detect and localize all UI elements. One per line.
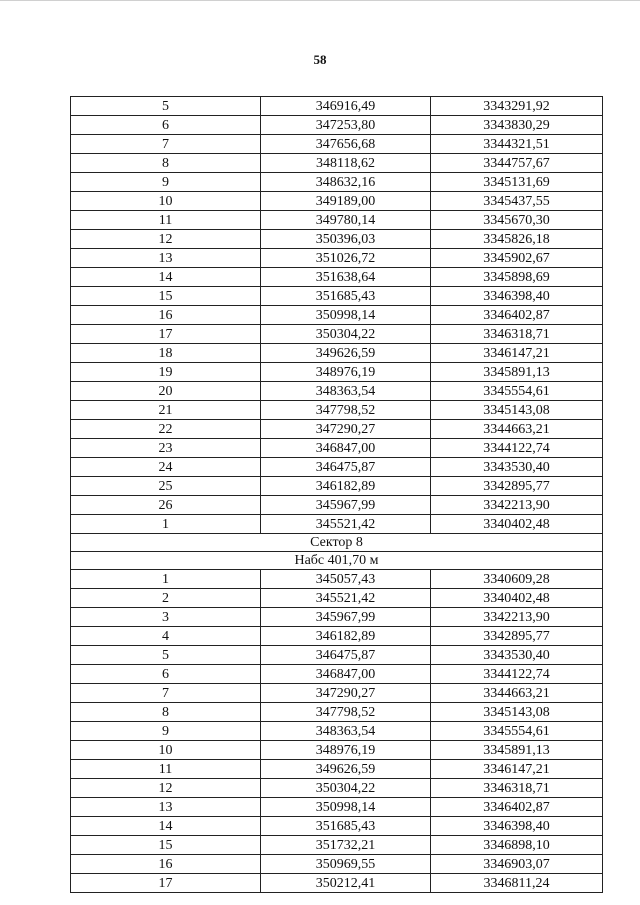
y-coordinate-cell: 3345554,61 (431, 722, 603, 741)
point-number-cell: 19 (71, 363, 261, 382)
table-row (71, 420, 603, 439)
table-row (71, 741, 603, 760)
y-coordinate-cell: 3342213,90 (431, 496, 603, 515)
y-coordinate-cell: 3345143,08 (431, 401, 603, 420)
table-row (71, 515, 603, 534)
table-row (71, 684, 603, 703)
y-coordinate-cell: 3345437,55 (431, 192, 603, 211)
point-number-cell: 23 (71, 439, 261, 458)
x-coordinate-cell: 348632,16 (261, 173, 431, 192)
point-number-cell: 6 (71, 665, 261, 684)
x-coordinate-cell: 347290,27 (261, 420, 431, 439)
x-coordinate-cell: 348976,19 (261, 363, 431, 382)
table-row (71, 703, 603, 722)
y-coordinate-cell: 3344757,67 (431, 154, 603, 173)
y-coordinate-cell: 3343291,92 (431, 97, 603, 116)
point-number-cell: 14 (71, 817, 261, 836)
x-coordinate-cell: 346182,89 (261, 477, 431, 496)
y-coordinate-cell: 3340402,48 (431, 515, 603, 534)
point-number-cell: 1 (71, 570, 261, 589)
x-coordinate-cell: 350998,14 (261, 798, 431, 817)
point-number-cell: 11 (71, 760, 261, 779)
x-coordinate-cell: 350304,22 (261, 325, 431, 344)
point-number-cell: 17 (71, 325, 261, 344)
table-row (71, 173, 603, 192)
table-row (71, 135, 603, 154)
table-row (71, 363, 603, 382)
x-coordinate-cell: 349780,14 (261, 211, 431, 230)
point-number-cell: 9 (71, 722, 261, 741)
table-row (71, 211, 603, 230)
y-coordinate-cell: 3345826,18 (431, 230, 603, 249)
point-number-cell: 5 (71, 646, 261, 665)
point-number-cell: 16 (71, 855, 261, 874)
table-row (71, 249, 603, 268)
point-number-cell: 17 (71, 874, 261, 893)
point-number-cell: 3 (71, 608, 261, 627)
x-coordinate-cell: 347290,27 (261, 684, 431, 703)
point-number-cell: 1 (71, 515, 261, 534)
point-number-cell: 13 (71, 798, 261, 817)
table-row (71, 116, 603, 135)
table-row (71, 817, 603, 836)
x-coordinate-cell: 348363,54 (261, 722, 431, 741)
sector-height: Набс 401,70 м (71, 552, 603, 570)
table-row (71, 608, 603, 627)
table-row (71, 287, 603, 306)
y-coordinate-cell: 3346398,40 (431, 817, 603, 836)
x-coordinate-cell: 350969,55 (261, 855, 431, 874)
x-coordinate-cell: 350998,14 (261, 306, 431, 325)
y-coordinate-cell: 3345554,61 (431, 382, 603, 401)
table-row (71, 570, 603, 589)
point-number-cell: 22 (71, 420, 261, 439)
table-row (71, 306, 603, 325)
table-row (71, 382, 603, 401)
point-number-cell: 16 (71, 306, 261, 325)
point-number-cell: 5 (71, 97, 261, 116)
x-coordinate-cell: 351685,43 (261, 817, 431, 836)
sector-title: Сектор 8 (71, 534, 603, 552)
table-top-body (71, 97, 603, 534)
table-row (71, 779, 603, 798)
x-coordinate-cell: 348976,19 (261, 741, 431, 760)
x-coordinate-cell: 346475,87 (261, 646, 431, 665)
y-coordinate-cell: 3346147,21 (431, 344, 603, 363)
y-coordinate-cell: 3344663,21 (431, 684, 603, 703)
y-coordinate-cell: 3344122,74 (431, 439, 603, 458)
point-number-cell: 25 (71, 477, 261, 496)
y-coordinate-cell: 3344122,74 (431, 665, 603, 684)
point-number-cell: 10 (71, 192, 261, 211)
x-coordinate-cell: 346475,87 (261, 458, 431, 477)
y-coordinate-cell: 3346402,87 (431, 798, 603, 817)
point-number-cell: 13 (71, 249, 261, 268)
x-coordinate-cell: 349189,00 (261, 192, 431, 211)
point-number-cell: 10 (71, 741, 261, 760)
y-coordinate-cell: 3346147,21 (431, 760, 603, 779)
table-row (71, 496, 603, 515)
point-number-cell: 6 (71, 116, 261, 135)
table-row (71, 760, 603, 779)
y-coordinate-cell: 3343530,40 (431, 458, 603, 477)
point-number-cell: 14 (71, 268, 261, 287)
x-coordinate-cell: 345521,42 (261, 589, 431, 608)
sector-header (71, 534, 603, 570)
table-row (71, 325, 603, 344)
y-coordinate-cell: 3340402,48 (431, 589, 603, 608)
y-coordinate-cell: 3345143,08 (431, 703, 603, 722)
table-row (71, 458, 603, 477)
table-row (71, 836, 603, 855)
table-row (71, 344, 603, 363)
point-number-cell: 20 (71, 382, 261, 401)
point-number-cell: 21 (71, 401, 261, 420)
table-row (71, 589, 603, 608)
y-coordinate-cell: 3342895,77 (431, 627, 603, 646)
table-row (71, 268, 603, 287)
y-coordinate-cell: 3343830,29 (431, 116, 603, 135)
coordinates-table (70, 96, 603, 893)
y-coordinate-cell: 3342213,90 (431, 608, 603, 627)
table-row (71, 855, 603, 874)
point-number-cell: 18 (71, 344, 261, 363)
y-coordinate-cell: 3346402,87 (431, 306, 603, 325)
y-coordinate-cell: 3346903,07 (431, 855, 603, 874)
x-coordinate-cell: 345967,99 (261, 608, 431, 627)
y-coordinate-cell: 3342895,77 (431, 477, 603, 496)
sector-height-row (71, 552, 603, 570)
point-number-cell: 8 (71, 703, 261, 722)
y-coordinate-cell: 3345891,13 (431, 363, 603, 382)
x-coordinate-cell: 349626,59 (261, 760, 431, 779)
y-coordinate-cell: 3345898,69 (431, 268, 603, 287)
point-number-cell: 26 (71, 496, 261, 515)
x-coordinate-cell: 347798,52 (261, 703, 431, 722)
x-coordinate-cell: 351685,43 (261, 287, 431, 306)
x-coordinate-cell: 346916,49 (261, 97, 431, 116)
x-coordinate-cell: 351026,72 (261, 249, 431, 268)
x-coordinate-cell: 351732,21 (261, 836, 431, 855)
y-coordinate-cell: 3345131,69 (431, 173, 603, 192)
x-coordinate-cell: 347798,52 (261, 401, 431, 420)
point-number-cell: 24 (71, 458, 261, 477)
table-row (71, 154, 603, 173)
table-row (71, 874, 603, 893)
x-coordinate-cell: 345057,43 (261, 570, 431, 589)
x-coordinate-cell: 346847,00 (261, 439, 431, 458)
y-coordinate-cell: 3343530,40 (431, 646, 603, 665)
x-coordinate-cell: 348118,62 (261, 154, 431, 173)
x-coordinate-cell: 346182,89 (261, 627, 431, 646)
x-coordinate-cell: 351638,64 (261, 268, 431, 287)
y-coordinate-cell: 3340609,28 (431, 570, 603, 589)
table-row (71, 627, 603, 646)
x-coordinate-cell: 350396,03 (261, 230, 431, 249)
table-bottom-body (71, 570, 603, 893)
y-coordinate-cell: 3345891,13 (431, 741, 603, 760)
point-number-cell: 8 (71, 154, 261, 173)
point-number-cell: 12 (71, 779, 261, 798)
table-row (71, 798, 603, 817)
point-number-cell: 7 (71, 684, 261, 703)
point-number-cell: 4 (71, 627, 261, 646)
x-coordinate-cell: 349626,59 (261, 344, 431, 363)
point-number-cell: 9 (71, 173, 261, 192)
x-coordinate-cell: 345521,42 (261, 515, 431, 534)
table-row (71, 722, 603, 741)
table-row (71, 230, 603, 249)
y-coordinate-cell: 3346318,71 (431, 779, 603, 798)
point-number-cell: 11 (71, 211, 261, 230)
x-coordinate-cell: 347253,80 (261, 116, 431, 135)
y-coordinate-cell: 3344321,51 (431, 135, 603, 154)
y-coordinate-cell: 3346898,10 (431, 836, 603, 855)
table-row (71, 401, 603, 420)
scan-top-edge (0, 0, 640, 1)
table-row (71, 477, 603, 496)
x-coordinate-cell: 346847,00 (261, 665, 431, 684)
point-number-cell: 7 (71, 135, 261, 154)
point-number-cell: 12 (71, 230, 261, 249)
x-coordinate-cell: 350212,41 (261, 874, 431, 893)
table-row (71, 439, 603, 458)
table-row (71, 646, 603, 665)
point-number-cell: 2 (71, 589, 261, 608)
table-row (71, 665, 603, 684)
point-number-cell: 15 (71, 287, 261, 306)
table-row (71, 192, 603, 211)
y-coordinate-cell: 3345902,67 (431, 249, 603, 268)
x-coordinate-cell: 347656,68 (261, 135, 431, 154)
y-coordinate-cell: 3346398,40 (431, 287, 603, 306)
table-row (71, 97, 603, 116)
page-number: 58 (313, 52, 327, 67)
y-coordinate-cell: 3346811,24 (431, 874, 603, 893)
point-number-cell: 15 (71, 836, 261, 855)
sector-title-row (71, 534, 603, 552)
y-coordinate-cell: 3346318,71 (431, 325, 603, 344)
x-coordinate-cell: 348363,54 (261, 382, 431, 401)
y-coordinate-cell: 3345670,30 (431, 211, 603, 230)
x-coordinate-cell: 350304,22 (261, 779, 431, 798)
y-coordinate-cell: 3344663,21 (431, 420, 603, 439)
x-coordinate-cell: 345967,99 (261, 496, 431, 515)
